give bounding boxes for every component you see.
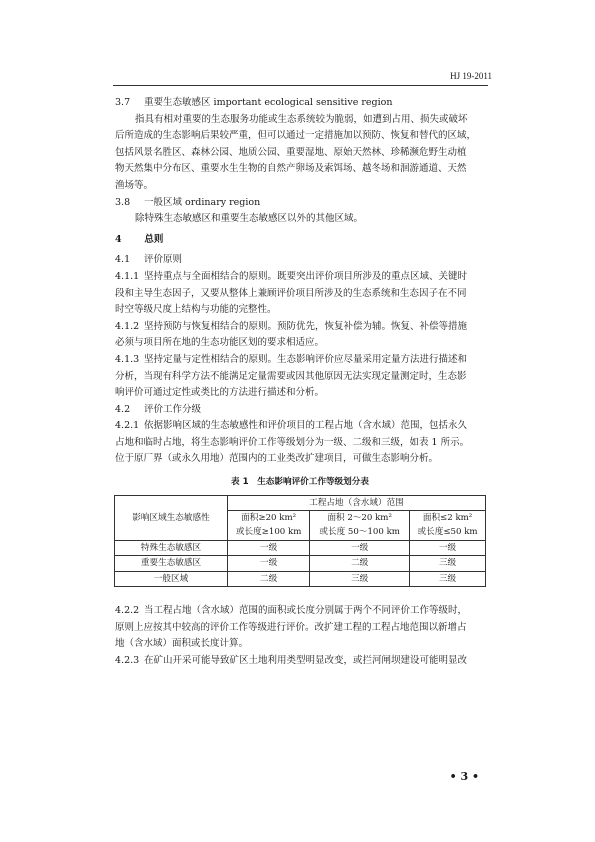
clause-4-2-1 [115,418,485,435]
clause-number: 4.2.2 [115,605,140,617]
column-header-area: 面积 2～20 km² [310,511,410,526]
table-row [115,540,486,555]
document-code: HJ 19-2011 [450,71,492,81]
clause-number: 4.1.3 [115,353,140,365]
paragraph-line: 指具有相对重要的生态服务功能或生态系统较为脆弱，如遭到占用、损失或破坏 [135,113,468,125]
section-4-heading [115,232,485,249]
column-header-length: 或长度≤50 km [410,525,486,540]
section-number: 3.8 [115,196,131,208]
section-4-1-heading [115,252,485,269]
page-body [115,95,485,669]
column-header-length: 或长度≥100 km [228,525,310,540]
column-header-length: 或长度 50～100 km [310,525,410,540]
table-cell: 一级 [228,556,310,571]
section-title: 总则 [144,233,164,245]
paragraph-line: 除特殊生态敏感区和重要生态敏感区以外的其他区域。 [135,213,364,225]
paragraph-line: 地（含水域）面积或长度计算。 [115,638,249,650]
clause-number: 4.1.1 [115,270,140,282]
clause-4-1-3 [115,352,485,369]
paragraph-line: 后所造成的生态影响后果较严重，但可以通过一定措施加以预防、恢复和替代的区域， [115,130,477,142]
section-title: 评价工作分级 [144,403,202,415]
table-caption: 表 1 生态影响评价工作等级划分表 [231,477,369,488]
section-number: 3.7 [115,97,131,108]
paragraph-line: 渔场等。 [115,179,154,191]
row-label: 一般区域 [115,571,228,586]
section-3-8-heading [115,195,485,212]
paragraph-line: 物天然集中分布区、重要水生生物的自然产卵场及索饵场、越冬场和洄游通道、天然 [115,163,467,175]
paragraph-line: 位于原厂界（或永久用地）范围内的工业类改扩建项目，可做生态影响分析。 [115,453,439,465]
table-cell: 三级 [310,571,410,586]
clause-number: 4.1.2 [115,320,140,332]
paragraph-line: 段和主导生态因子，又要从整体上兼顾评价项目所涉及的生态系统和生态因子在不同 [115,287,467,299]
clause-4-1-2 [115,319,485,336]
paragraph-line: 依据影响区域的生态敏感性和评价项目的工程占地（含水域）范围，包括永久 [144,420,468,432]
paragraph-line: 坚持重点与全面相结合的原则。既要突出评价项目所涉及的重点区域、关键时 [144,270,468,282]
paragraph-line: 原则上应按其中较高的评价工作等级进行评价。改扩建工程的工程占地范围以新增占 [115,621,467,633]
row-header-cell: 影响区域生态敏感性 [115,495,228,540]
section-3-7-heading [115,95,485,112]
page-number: • 3 • [449,770,479,783]
header-rule [113,85,488,86]
section-title: 评价原则 [144,254,183,266]
paragraph-line: 在矿山开采可能导致矿区土地利用类型明显改变，或拦河闸坝建设可能明显改 [144,654,468,666]
table-cell: 二级 [228,571,310,586]
table-cell: 三级 [410,556,486,571]
table-cell: 一级 [228,540,310,555]
section-title: 一般区域 ordinary region [144,196,261,208]
paragraph-line: 必须与项目所在地的生态功能区划的要求相适应。 [115,337,325,349]
paragraph-line: 坚持预防与恢复相结合的原则。预防优先，恢复补偿为辅。恢复、补偿等措施 [144,320,468,332]
column-header-area: 面积≤2 km² [410,511,486,526]
grading-table [114,495,486,587]
table-cell: 一级 [410,540,486,555]
paragraph-line: 时空等级尺度上结构与功能的完整性。 [115,304,277,316]
row-label: 重要生态敏感区 [115,556,228,571]
section-number: 4.2 [115,403,131,415]
paragraph-line: 包括风景名胜区、森林公园、地质公园、重要湿地、原始天然林、珍稀濒危野生动植 [115,146,467,158]
paragraph-line: 占地和临时占地，将生态影响评价工作等级划分为一级、二级和三级，如表 1 所示。 [115,436,470,448]
clause-4-2-2 [115,603,485,620]
group-header-cell: 工程占地（含水域）范围 [228,495,486,510]
clause-number: 4.2.1 [115,420,140,432]
section-number: 4 [115,233,122,245]
section-title: 重要生态敏感区 important ecological sensitive region [144,97,393,108]
table-cell: 三级 [410,571,486,586]
table-cell: 二级 [310,556,410,571]
row-label: 特殊生态敏感区 [115,540,228,555]
clause-number: 4.2.3 [115,654,140,666]
clause-4-2-3 [115,653,485,670]
paragraph-line: 响评价可通过定性或类比的方法进行描述和分析。 [115,387,325,399]
table-row [115,571,486,586]
paragraph-line: 分析，当现有科学方法不能满足定量需要或因其他原因无法实现定量测定时，生态影 [115,370,467,382]
section-number: 4.1 [115,254,131,266]
paragraph-line: 坚持定量与定性相结合的原则。生态影响评价应尽量采用定量方法进行描述和 [144,353,468,365]
table-cell: 一级 [310,540,410,555]
clause-4-1-1 [115,269,485,286]
section-4-2-heading [115,402,485,419]
column-header-area: 面积≥20 km² [228,511,310,526]
table-row [115,556,486,571]
paragraph-line: 当工程占地（含水域）范围的面积或长度分别属于两个不同评价工作等级时， [144,605,468,617]
